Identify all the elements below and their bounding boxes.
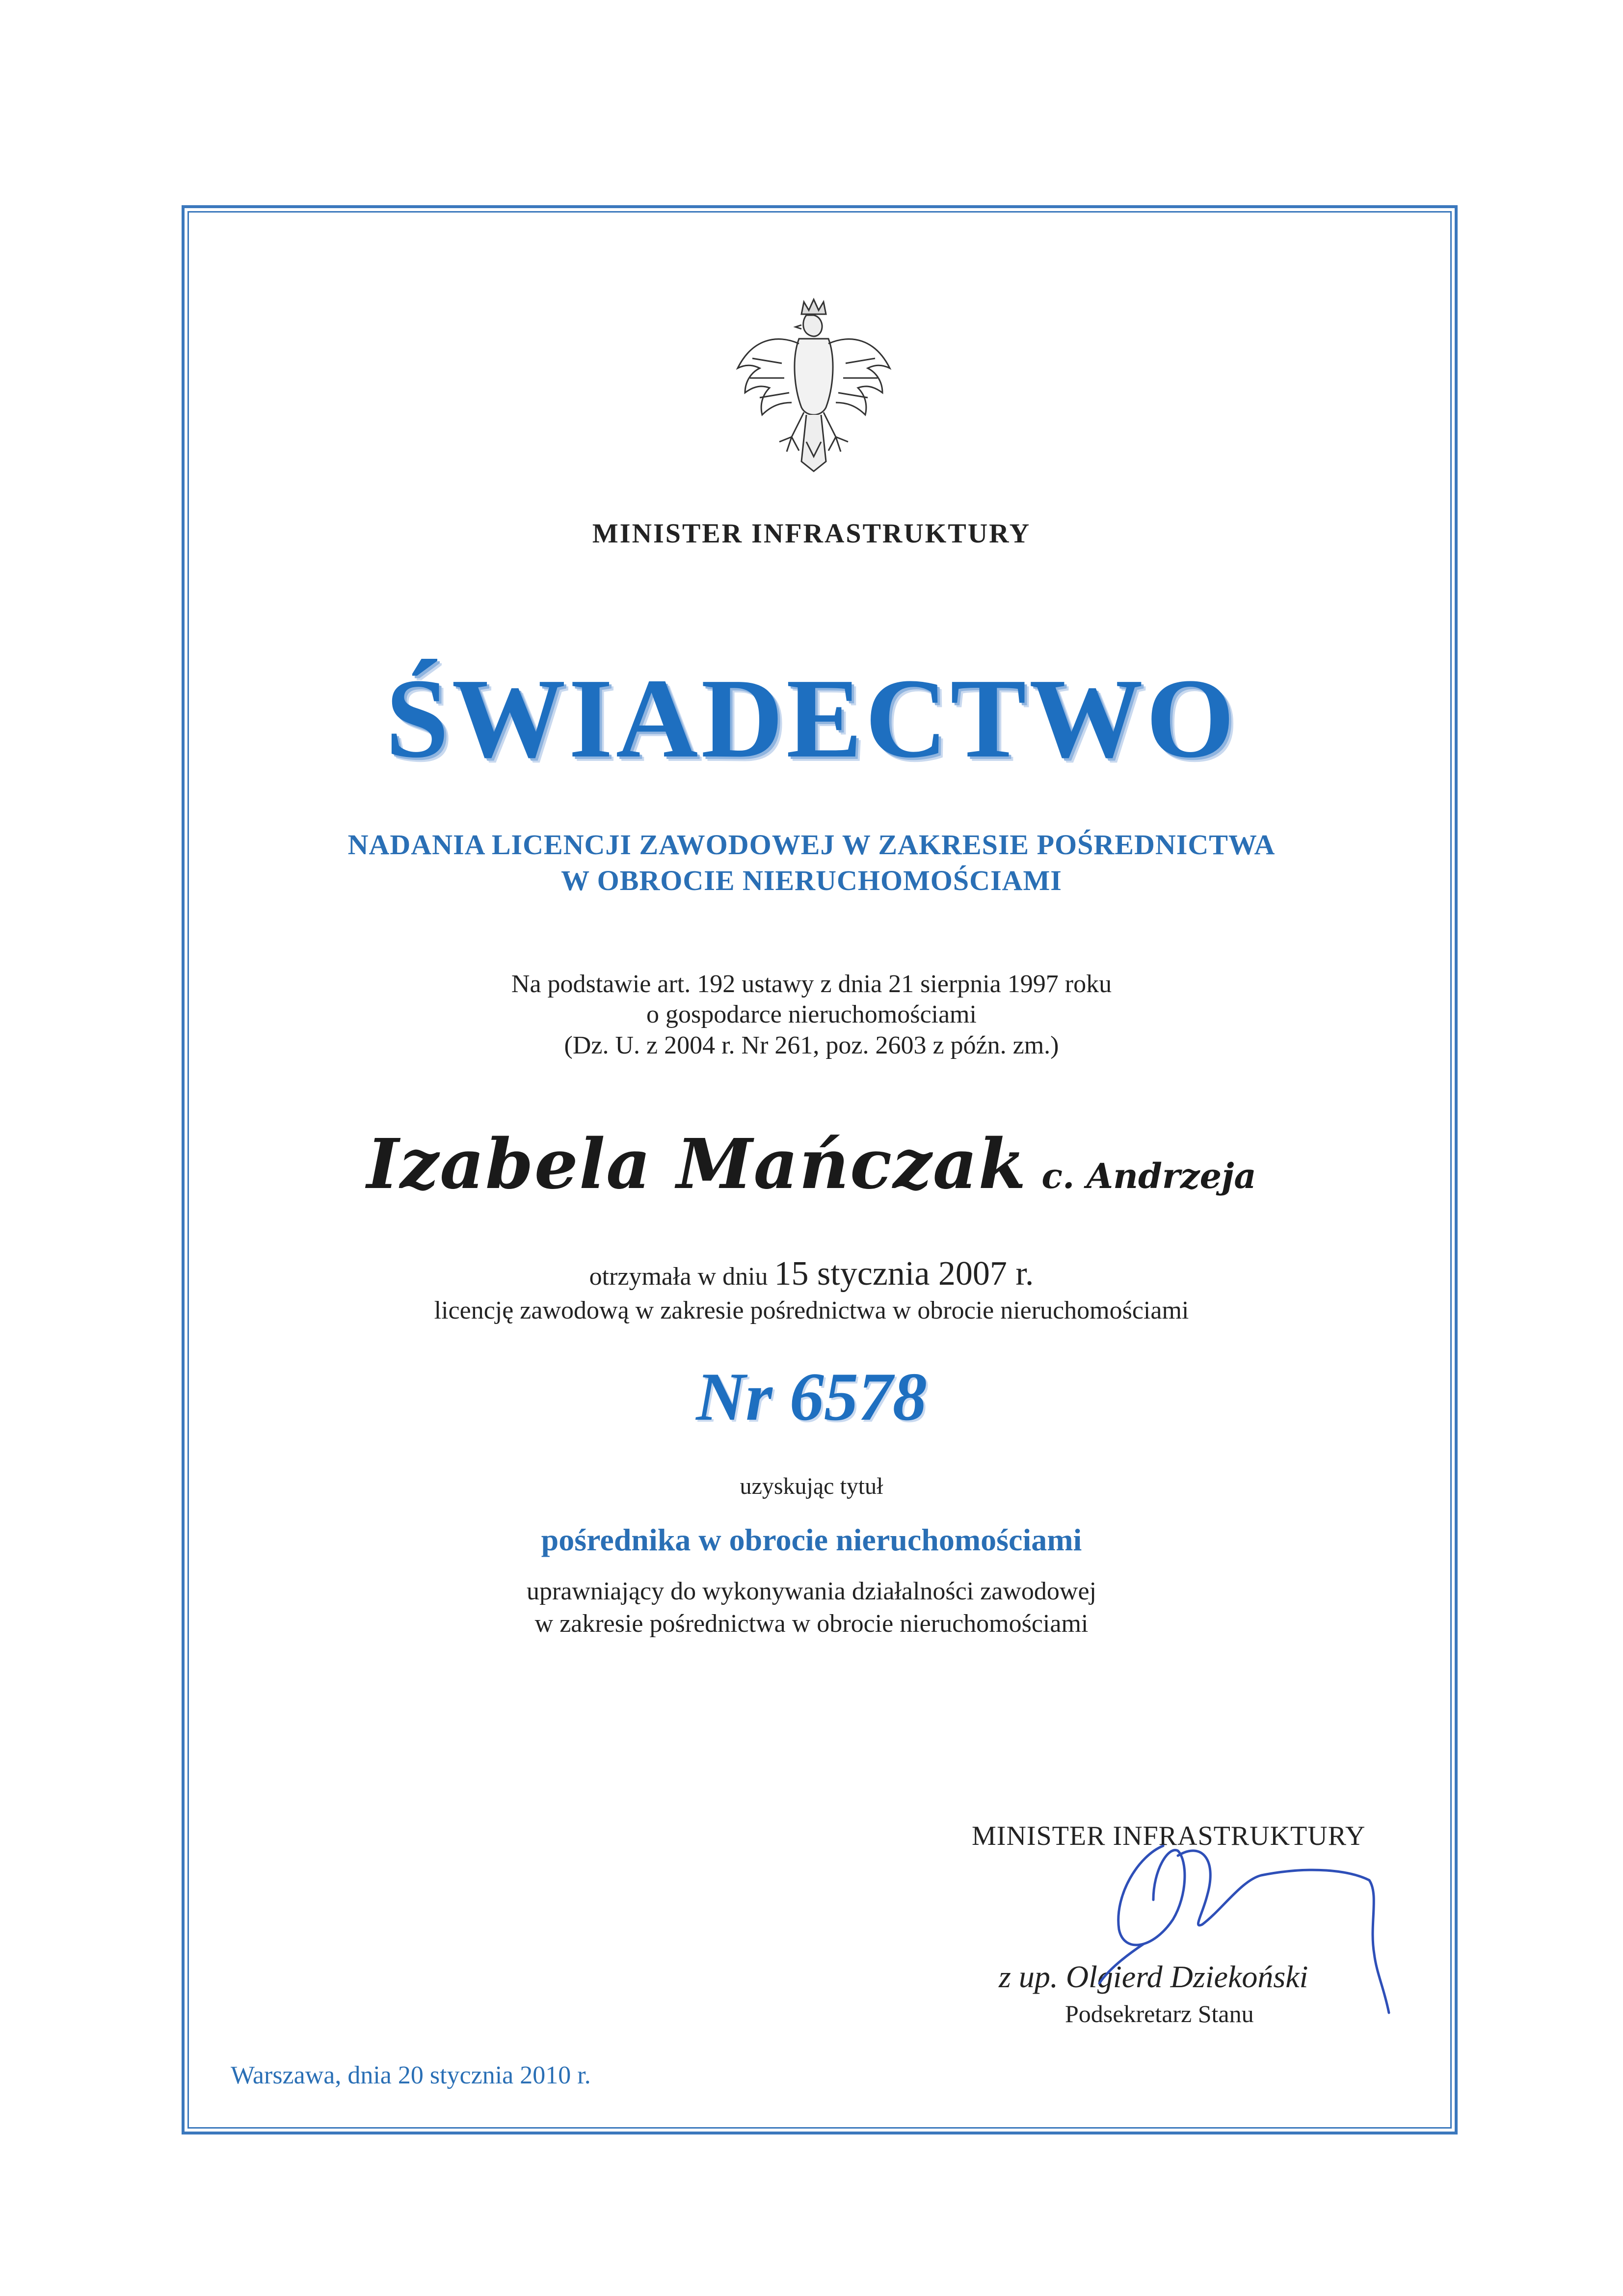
signatory-name: z up. Olgierd Dziekoński: [999, 1959, 1308, 1994]
place-and-date: Warszawa, dnia 20 stycznia 2010 r.: [231, 2061, 591, 2089]
signatory-office: MINISTER INFRASTRUKTURY: [972, 1821, 1366, 1851]
holder-name: Izabela Mańczak: [367, 1124, 1027, 1205]
issuer-heading: MINISTER INFRASTRUKTURY: [592, 518, 1031, 549]
obtaining-label: uzyskując tytuł: [740, 1473, 883, 1499]
license-number: Nr 6578: [696, 1359, 927, 1435]
professional-title: pośrednika w obrocie nieruchomościami: [541, 1522, 1082, 1557]
received-date: 15 stycznia 2007 r.: [774, 1255, 1034, 1293]
holder-line: [0, 1124, 1623, 1205]
authorization-line-2: w zakresie pośrednictwa w obrocie nieruchomościami: [534, 1610, 1089, 1638]
subtitle-line-1: NADANIA LICENCJI ZAWODOWEJ W ZAKRESIE POŚREDNICTWA: [347, 829, 1276, 861]
legal-basis-line-2: o gospodarce nieruchomościami: [646, 1000, 977, 1028]
received-prefix: otrzymała w dniu: [589, 1263, 768, 1291]
polish-eagle-icon: [733, 295, 895, 486]
subtitle-line-2: W OBROCIE NIERUCHOMOŚCIAMI: [561, 864, 1062, 896]
authorization-line-1: uprawniający do wykonywania działalności zawodowej: [527, 1577, 1096, 1605]
legal-basis-line-3: (Dz. U. z 2004 r. Nr 261, poz. 2603 z późn. zm.): [564, 1031, 1059, 1059]
holder-patronymic: c. Andrzeja: [1041, 1156, 1256, 1196]
license-description: licencję zawodową w zakresie pośrednictwa w obrocie nieruchomościami: [434, 1297, 1189, 1324]
received-line: [0, 1254, 1623, 1294]
signatory-role: Podsekretarz Stanu: [1065, 2000, 1254, 2027]
legal-basis-line-1: Na podstawie art. 192 ustawy z dnia 21 sierpnia 1997 roku: [511, 970, 1112, 998]
certificate-title: ŚWIADECTWO: [385, 655, 1238, 782]
handwritten-signature: [1055, 1826, 1399, 2023]
